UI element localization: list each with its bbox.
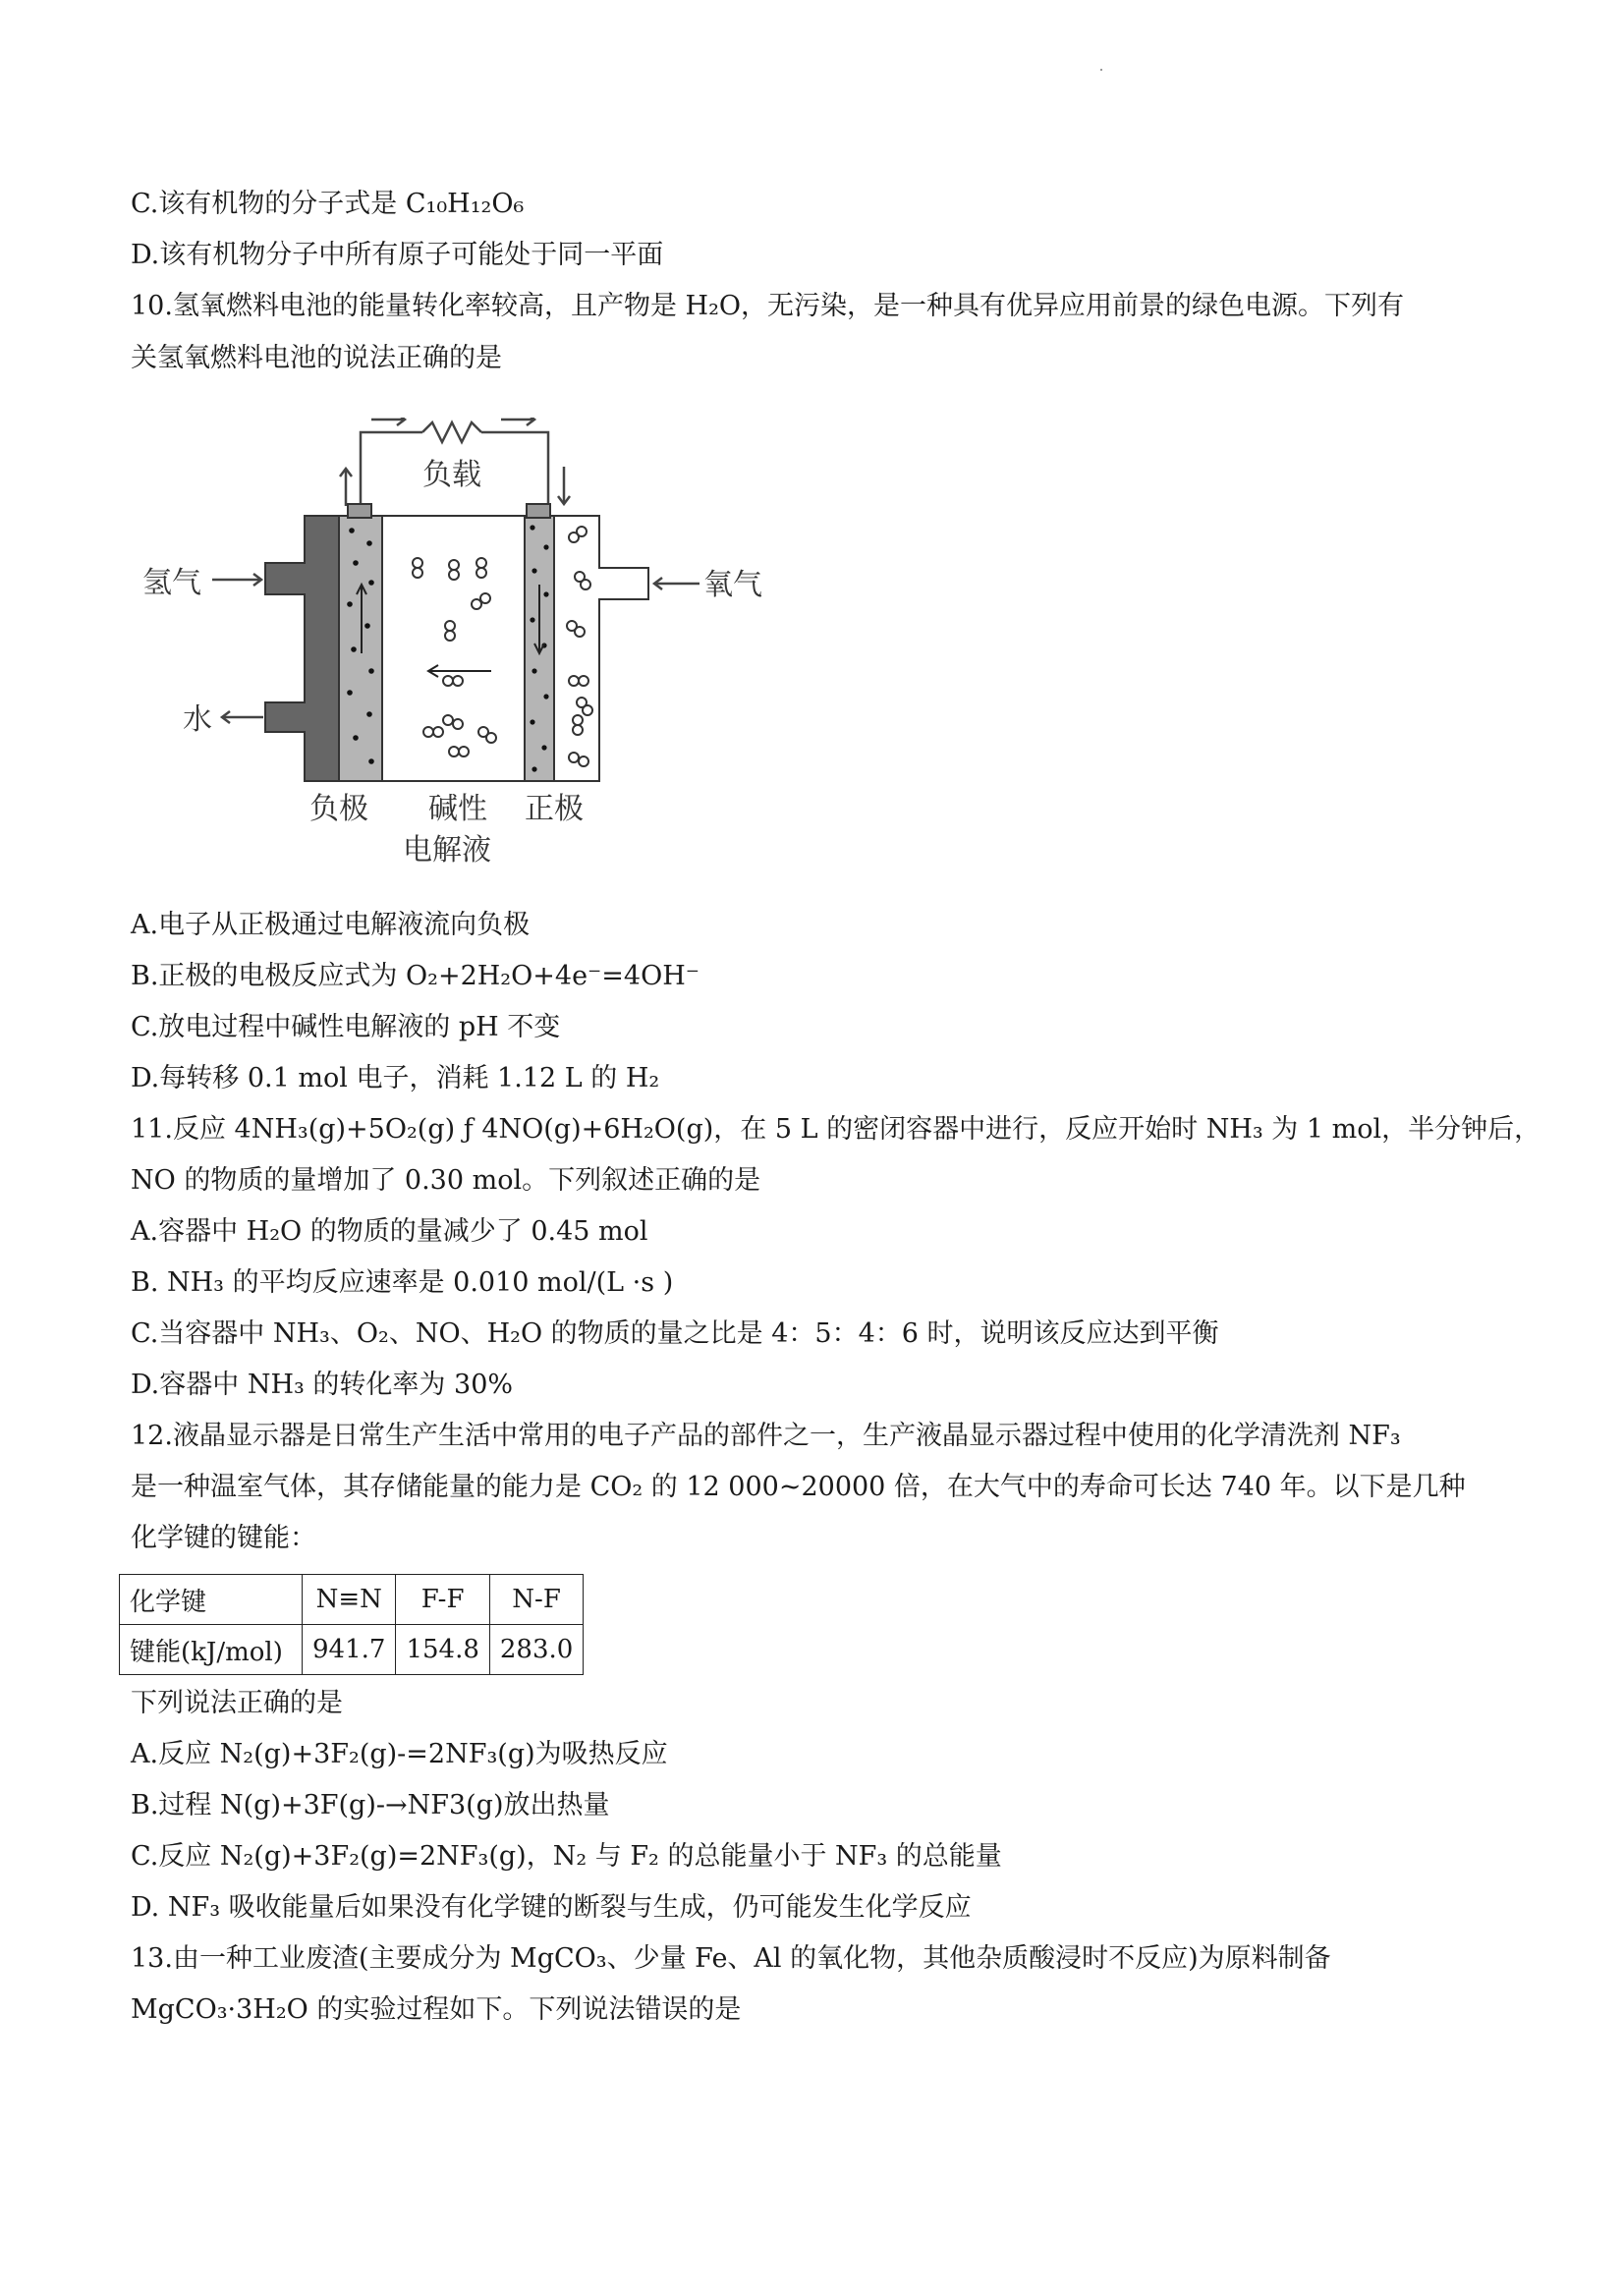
electron-arrow-top-left — [371, 418, 405, 425]
hydrogen-label: 氢气 — [142, 566, 201, 600]
scan-dot — [1100, 69, 1102, 71]
hydrogen-inlet-arrow — [212, 574, 261, 586]
q12-option-d: D. NF₃ 吸收能量后如果没有化学键的断裂与生成，仍可能发生化学反应 — [131, 1892, 972, 1923]
electron-arrow-top-right — [501, 418, 534, 425]
q10-stem-line2: 关氢氧燃料电池的说法正确的是 — [131, 343, 502, 373]
q12-stem-line2: 是一种温室气体，其存储能量的能力是 CO₂ 的 12 000~20000 倍，在大气中的寿命可长达 740 年。以下是几种 — [131, 1472, 1466, 1502]
q10-option-b: B.正极的电极反应式为 O₂+2H₂O+4e⁻=4OH⁻ — [131, 961, 700, 991]
load-label: 负载 — [422, 458, 481, 492]
negative-electrode-label: 负极 — [309, 792, 368, 826]
q11-stem-line2: NO 的物质的量增加了 0.30 mol。下列叙述正确的是 — [131, 1165, 761, 1196]
q10-option-c: C.放电过程中碱性电解液的 pH 不变 — [131, 1012, 561, 1042]
arrow-up-left — [340, 469, 352, 506]
q11-option-a: A.容器中 H₂O 的物质的量减少了 0.45 mol — [131, 1216, 648, 1247]
table-cell: N≡N — [303, 1575, 396, 1625]
q11-stem-line1: 11.反应 4NH₃(g)+5O₂(g) ƒ 4NO(g)+6H₂O(g)，在 5 L 的密闭容器中进行，反应开始时 NH₃ 为 1 mol，半分钟后， — [131, 1114, 1541, 1145]
table-cell: 283.0 — [489, 1625, 583, 1675]
q9-option-d: D.该有机物分子中所有原子可能处于同一平面 — [131, 240, 664, 270]
q12-prompt: 下列说法正确的是 — [131, 1688, 343, 1718]
q12-option-b: B.过程 N(g)+3F(g)-→NF3(g)放出热量 — [131, 1790, 610, 1820]
negative-terminal — [348, 504, 371, 518]
load-resistor — [422, 422, 481, 442]
q10-option-a: A.电子从正极通过电解液流向负极 — [131, 910, 531, 940]
q10-stem-line1: 10.氢氧燃料电池的能量转化率较高，且产物是 H₂O，无污染，是一种具有优异应用前景的绿色电源。下列有 — [131, 291, 1405, 321]
q13-stem-line2: MgCO₃·3H₂O 的实验过程如下。下列说法错误的是 — [131, 1994, 742, 2025]
bond-energy-table — [119, 1574, 584, 1675]
oxygen-label: 氧气 — [703, 568, 762, 602]
positive-terminal — [527, 504, 550, 518]
electrolyte-label-2: 电解液 — [403, 833, 491, 868]
q11-option-b: B. NH₃ 的平均反应速率是 0.010 mol/(L ·s ) — [131, 1267, 674, 1298]
q10-option-d: D.每转移 0.1 mol 电子，消耗 1.12 L 的 H₂ — [131, 1063, 660, 1093]
positive-electrode-label: 正极 — [525, 792, 584, 826]
water-label: 水 — [183, 702, 212, 737]
table-cell: N-F — [489, 1575, 583, 1625]
q9-option-c: C.该有机物的分子式是 C₁₀H₁₂O₆ — [131, 189, 525, 219]
q12-stem-line1: 12.液晶显示器是日常生产生活中常用的电子产品的部件之一，生产液晶显示器过程中使用的化学清洗剂 NF₃ — [131, 1421, 1401, 1451]
fuel-cell-svg — [138, 418, 766, 879]
anode-chamber — [265, 516, 339, 781]
table-header-row — [120, 1575, 584, 1625]
table-cell: 941.7 — [303, 1625, 396, 1675]
table-row — [120, 1625, 584, 1675]
electrolyte — [382, 516, 525, 781]
q12-option-c: C.反应 N₂(g)+3F₂(g)=2NF₃(g)，N₂ 与 F₂ 的总能量小于 NF₃ 的总能量 — [131, 1841, 1002, 1872]
table-cell: 154.8 — [396, 1625, 489, 1675]
electrolyte-label-1: 碱性 — [428, 792, 487, 826]
arrow-down-right — [558, 467, 570, 504]
table-cell: 键能(kJ/mol) — [120, 1625, 303, 1675]
water-outlet-arrow — [222, 711, 263, 723]
table-cell: 化学键 — [120, 1575, 303, 1625]
fuel-cell-diagram — [138, 418, 766, 879]
q11-option-d: D.容器中 NH₃ 的转化率为 30% — [131, 1370, 514, 1400]
q12-option-a: A.反应 N₂(g)+3F₂(g)-=2NF₃(g)为吸热反应 — [131, 1739, 668, 1769]
oxygen-inlet-arrow — [654, 578, 700, 589]
cathode-chamber — [554, 516, 648, 781]
q13-stem-line1: 13.由一种工业废渣(主要成分为 MgCO₃、少量 Fe、Al 的氧化物，其他杂质酸浸时不反应)为原料制备 — [131, 1943, 1331, 1974]
table-cell: F-F — [396, 1575, 489, 1625]
q11-option-c: C.当容器中 NH₃、O₂、NO、H₂O 的物质的量之比是 4：5：4：6 时，说明该反应达到平衡 — [131, 1318, 1219, 1349]
q12-stem-line3: 化学键的键能： — [131, 1523, 316, 1553]
